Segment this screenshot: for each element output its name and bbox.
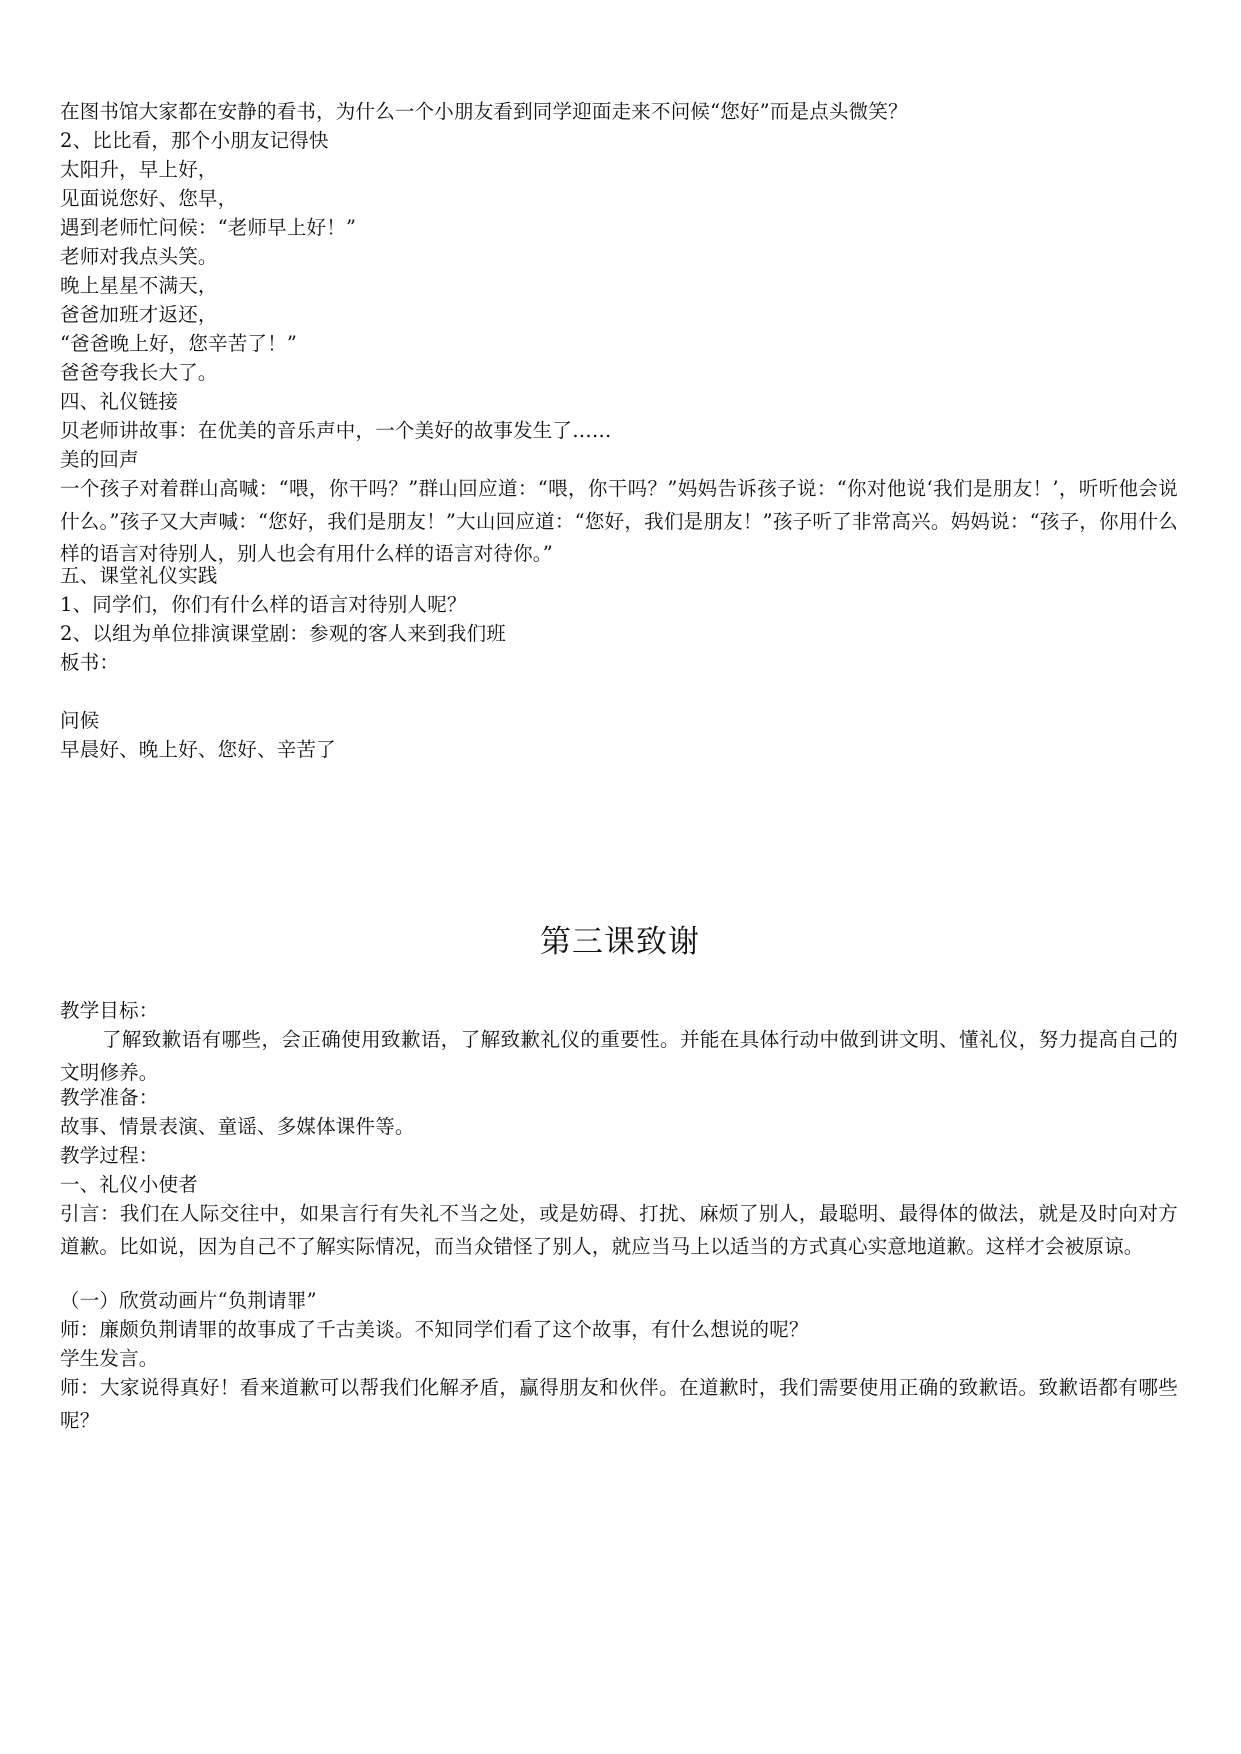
prep-label: 教学准备： [60,1086,159,1109]
teacher-line-2: 师：大家说得真好！看来道歉可以帮我们化解矛盾，赢得朋友和伙伴。在道歉时，我们需要使用正确的致歉语。致歉语都有哪些呢？ [60,1376,1178,1432]
activity2-heading: 2、比比看，那个小朋友记得快 [60,129,329,152]
rhyme-line: 太阳升，早上好， [60,158,218,181]
sub1-heading: （一）欣赏动画片“负荆请罪” [60,1289,317,1312]
practice-item-1: 1、同学们，你们有什么样的语言对待别人呢？ [60,593,467,616]
rhyme-line: 爸爸夸我长大了。 [60,361,218,384]
board-items: 早晨好、晚上好、您好、辛苦了 [60,738,336,761]
board-title: 问候 [60,709,100,732]
document-page [60,0,1180,1754]
rhyme-line: 老师对我点头笑。 [60,245,218,268]
students-line: 学生发言。 [60,1347,159,1370]
story-intro: 贝老师讲故事：在优美的音乐声中，一个美好的故事发生了…… [60,419,612,442]
rhyme-line: 爸爸加班才返还， [60,303,218,326]
prep-text: 故事、情景表演、童谣、多媒体课件等。 [60,1115,415,1138]
goals-text: 了解致歉语有哪些，会正确使用致歉语，了解致歉礼仪的重要性。并能在具体行动中做到讲文明、懂礼仪，努力提高自己的文明修养。 [60,1028,1178,1084]
goals-label: 教学目标： [60,999,159,1022]
section4-heading: 四、礼仪链接 [60,390,179,413]
section5-heading: 五、课堂礼仪实践 [60,564,218,587]
practice-item-2: 2、以组为单位排演课堂剧：参观的客人来到我们班 [60,622,507,645]
rhyme-line: 晚上星星不满天， [60,274,218,297]
rhyme-line: “爸爸晚上好，您辛苦了！” [60,332,298,355]
board-label: 板书： [60,651,120,674]
lesson-title: 第三课致谢 [540,924,700,960]
rhyme-line: 遇到老师忙问候：“老师早上好！” [60,216,357,239]
intro-text: 引言：我们在人际交往中，如果言行有失礼不当之处，或是妨碍、打扰、麻烦了别人，最聪明、最得体的做法，就是及时向对方道歉。比如说，因为自己不了解实际情况，而当众错怪了别人，就应当马上以适当的方式真心实意地道歉。这样才会被原谅。 [60,1202,1178,1258]
part1-heading: 一、礼仪小使者 [60,1173,198,1196]
teacher-line-1: 师：廉颇负荆请罪的故事成了千古美谈。不知同学们看了这个故事，有什么想说的呢？ [60,1318,809,1341]
story-title: 美的回声 [60,448,139,471]
question-line: 在图书馆大家都在安静的看书，为什么一个小朋友看到同学迎面走来不问候“您好”而是点头微笑？ [60,100,908,123]
rhyme-line: 见面说您好、您早， [60,187,238,210]
story-body: 一个孩子对着群山高喊：“喂，你干吗？”群山回应道：“喂，你干吗？”妈妈告诉孩子说：“你对他说‘我们是朋友！’，听听他会说什么。”孩子又大声喊：“您好，我们是朋友！”大山回应道：“您好，我们是朋友！”孩子听了非常高兴。妈妈说：“孩子，你用什么样的语言对待别人，别人也会有用什么样的语言对待你。” [60,477,1178,565]
process-label: 教学过程： [60,1144,159,1167]
